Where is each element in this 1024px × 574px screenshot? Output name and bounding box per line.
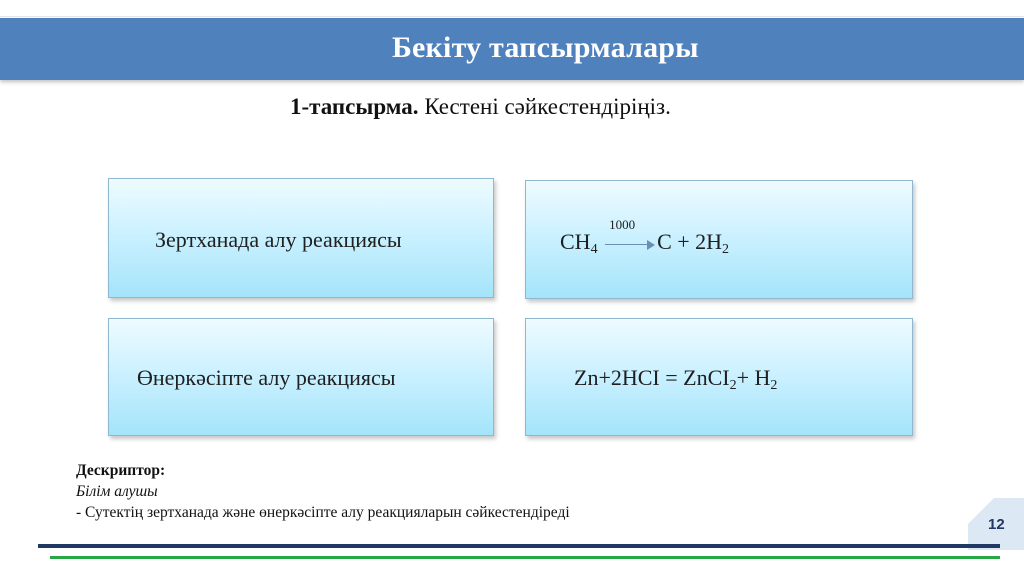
footer-line-green — [50, 556, 1000, 559]
equation-2 — [574, 363, 777, 401]
task-instruction — [290, 92, 671, 122]
eq1-condition: 1000 — [609, 216, 636, 232]
eq1-product: C + 2H — [657, 229, 723, 254]
title-bar — [0, 18, 1024, 80]
eq2-sub1: 2 — [729, 378, 737, 393]
card-lab-method-label: Зертханада алу реакциясы — [155, 227, 402, 252]
card-industrial-method-label: Өнеркәсіпте алу реакциясы — [137, 365, 396, 390]
eq2-mid: + H — [736, 365, 771, 390]
eq2-left: Zn+2HCI = ZnCI — [574, 365, 730, 390]
descriptor-subheading: Білім алушы — [76, 483, 158, 500]
reaction-arrow-icon — [603, 216, 657, 252]
card-industrial-method[interactable] — [108, 318, 494, 436]
descriptor-block — [76, 460, 570, 523]
card-lab-method[interactable] — [108, 178, 494, 298]
card-equation-1[interactable] — [525, 180, 913, 299]
page-number: 12 — [988, 516, 1005, 533]
top-strip — [0, 0, 1024, 17]
slide-title: Бекіту тапсырмалары — [392, 31, 699, 64]
eq1-reactant-sub: 4 — [590, 242, 598, 257]
card-equation-2[interactable] — [525, 318, 913, 436]
descriptor-item: - Сутектің зертханада және өнеркәсіпте алу реакцияларын сәйкестендіреді — [76, 504, 570, 521]
descriptor-heading: Дескриптор: — [76, 462, 166, 479]
equation-1 — [560, 216, 730, 265]
eq1-product-sub: 2 — [722, 242, 730, 257]
eq2-sub2: 2 — [770, 378, 778, 393]
eq1-reactant: CH — [560, 229, 591, 254]
footer-line-navy — [38, 544, 1000, 548]
task-label: 1-тапсырма. — [290, 94, 419, 119]
task-text: Кестені сәйкестендіріңіз. — [424, 94, 671, 119]
